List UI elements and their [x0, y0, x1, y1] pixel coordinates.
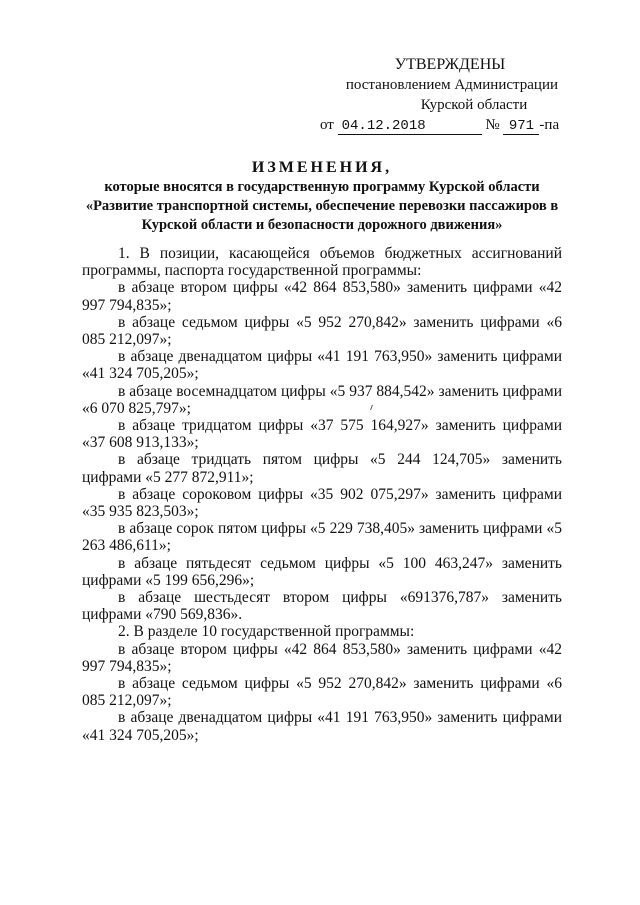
amendment-item: в абзаце тридцать пятом цифры «5 244 124,705» заменить цифрами «5 277 872,911»;	[82, 451, 562, 486]
approval-date-line	[320, 115, 560, 135]
approval-heading: УТВЕРЖДЕНЫ	[394, 56, 506, 73]
amendment-item: в абзаце тридцатом цифры «37 575 164,927» заменить цифрами «37 608 913,133»;	[82, 417, 562, 452]
number-prefix: №	[485, 117, 500, 133]
number-suffix: -па	[539, 117, 560, 133]
approval-decree: постановлением Администрации	[345, 77, 558, 93]
approval-stamp	[320, 55, 560, 135]
amendment-item: в абзаце двенадцатом цифры «41 191 763,950» заменить цифрами «41 324 705,205»;	[82, 709, 562, 744]
amendment-item: в абзаце седьмом цифры «5 952 270,842» заменить цифрами «6 085 212,097»;	[82, 675, 562, 710]
section-2-heading: 2. В разделе 10 государственной программы:	[118, 623, 415, 641]
amendment-item: в абзаце сороковом цифры «35 902 075,297» заменить цифрами «35 935 823,503»;	[82, 485, 562, 521]
approval-date: 04.12.2018	[338, 118, 482, 135]
document-subtitle: которые вносятся в государственную программу Курской области «Развитие транспортной системы, обеспечение перевозки пассажиров в Курской области и безопасности дорожного движения»	[85, 179, 559, 233]
amendment-item: в абзаце втором цифры «42 864 853,580» заменить цифрами «42 997 794,835»;	[82, 640, 562, 675]
section-1-heading: 1. В позиции, касающейся объемов бюджетных ассигнований программы, паспорта государственной программы:	[82, 245, 562, 280]
amendment-item: в абзаце шестьдесят втором цифры «691376,787» заменить цифрами «790 569,836».	[82, 589, 562, 624]
approval-region: Курской области	[420, 97, 528, 113]
document-body	[82, 245, 562, 744]
amendment-item: в абзаце восемнадцатом цифры «5 937 884,542» заменить цифрами «6 070 825,797»;	[82, 382, 562, 417]
document-title: ИЗМЕНЕНИЯ,	[251, 159, 393, 176]
amendment-item: в абзаце двенадцатом цифры «41 191 763,950» заменить цифрами «41 324 705,205»;	[82, 348, 562, 383]
amendment-item: в абзаце седьмом цифры «5 952 270,842» заменить цифрами «6 085 212,097»;	[82, 313, 562, 349]
document-title-block	[82, 158, 562, 235]
amendment-item: в абзаце втором цифры «42 864 853,580» заменить цифрами «42 997 794,835»;	[82, 279, 562, 314]
amendment-item: в абзаце сорок пятом цифры «5 229 738,405» заменить цифрами «5 263 486,611»;	[82, 520, 562, 555]
date-prefix: от	[320, 117, 334, 133]
approval-number: 971	[503, 118, 539, 135]
amendment-item: в абзаце пятьдесят седьмом цифры «5 100 463,247» заменить цифрами «5 199 656,296»;	[82, 554, 562, 589]
